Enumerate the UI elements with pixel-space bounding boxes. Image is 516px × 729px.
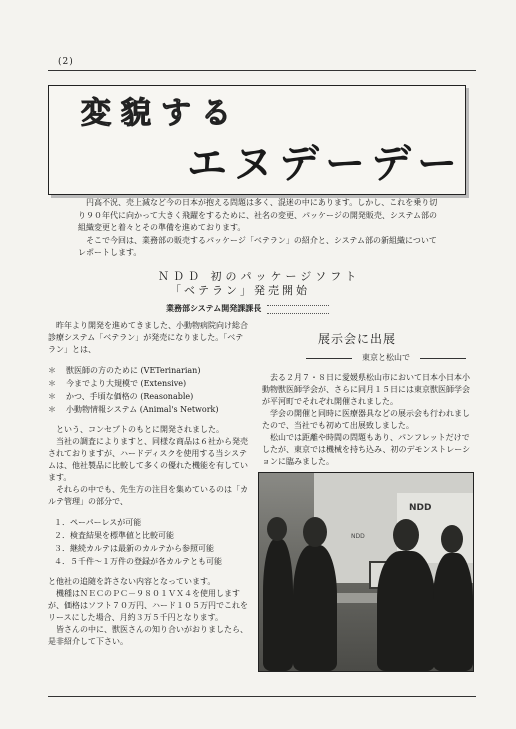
exhibition-subheading-text: 東京と松山で <box>362 353 410 362</box>
feature-text: 獣医師の方のために (VETerinarian) <box>66 366 201 375</box>
title-line-1: 変貌する <box>81 96 241 131</box>
title-box <box>48 85 466 195</box>
asterisk-icon: ＊ <box>48 392 56 401</box>
left-paragraph: 昨年より開発を進めてきました、小動物病院向け総合診療システム「ベテラン」が発売になりました。「ベテラン」とは、 <box>48 321 248 354</box>
left-paragraph: それらの中でも、先生方の注目を集めているのは「カルテ管理」の部分で、 <box>48 485 248 506</box>
photo-person-head <box>303 517 327 547</box>
asterisk-icon: ＊ <box>48 366 56 375</box>
exhibition-photo <box>258 472 474 672</box>
right-paragraph: 松山では距離や時間の問題もあり、パンフレットだけでしたが、東京では機械を持ち込み、初のデモンストレーションに臨みました。 <box>262 433 471 466</box>
photo-person <box>377 551 435 671</box>
photo-person-head <box>441 525 463 553</box>
right-article <box>262 372 472 468</box>
left-paragraph: と他社の追随を許さない内容となっています。 <box>48 577 216 586</box>
left-paragraph: 機種はＮＥＣのＰＣ－９８０１ＶＸ４を使用しますが、価格はソフト７０万円、ハード１０５万円でこれをリースにした場合、月約３万５千円となります。 <box>48 589 248 622</box>
photo-person <box>263 539 293 671</box>
feature-text: 小動物情報システム (Animal's Network) <box>66 405 219 414</box>
exhibition-heading: 展示会に出展 <box>318 332 397 346</box>
photo-booth-sign: NDD <box>409 503 432 513</box>
rule-dash <box>306 358 352 359</box>
left-article <box>48 320 248 648</box>
feature-item <box>48 377 248 390</box>
feature-item <box>48 390 248 403</box>
left-paragraph: という、コンセプトのもとに開発されました。 <box>56 425 224 434</box>
byline <box>166 303 329 314</box>
right-paragraph: 去る２月７・８日に愛媛県松山市において日本小日本小動物獣医師学会が、さらに同月１５日には東京獣医師学会が平河町でそれぞれ開催されました。 <box>262 373 470 406</box>
feature-text: 今までより大規模で (Extensive) <box>66 379 187 388</box>
right-paragraph: 学会の開催と同時に医療器具などの展示会も行われましたので、当社でも初めて出展致しました。 <box>262 409 470 430</box>
karte-feature-item: ３．継続カルテは最新のカルテから参照可能 <box>54 544 214 553</box>
karte-feature-item: ２．検査結果を標準値と比較可能 <box>54 531 174 540</box>
asterisk-icon: ＊ <box>48 379 56 388</box>
intro-text <box>78 197 438 260</box>
photo-person <box>433 553 473 671</box>
title-line-2: エヌデーデー <box>187 141 463 187</box>
rule-dash <box>420 358 466 359</box>
asterisk-icon: ＊ <box>48 405 56 414</box>
page-number: (2) <box>58 57 74 67</box>
left-paragraph: 皆さんの中に、獣医さんの知り合いがおりましたら、是非紹介して下さい。 <box>48 625 248 646</box>
headline-line-2: 「ベテラン」発売開始 <box>170 284 310 297</box>
byline-title: 業務部システム開発課課長 <box>166 303 262 313</box>
bottom-rule <box>48 696 476 697</box>
exhibition-subheading <box>296 352 476 363</box>
feature-item <box>48 364 248 377</box>
photo-person-head <box>267 517 287 541</box>
top-rule <box>48 70 476 71</box>
feature-list <box>48 364 248 416</box>
photo-small-sign: NDD <box>351 533 365 540</box>
feature-item <box>48 403 248 416</box>
intro-paragraph: 円高不況、売上減など今の日本が抱える問題は多く、混迷の中にあります。しかし、これを乗り切り９０年代に向かって大きく飛躍をするために、社名の変更、パッケージの開発販売、システム部の組織変更と着々とその準備を進めております。 <box>78 198 438 232</box>
karte-feature-item: ４．５千件～１万件の登録が各カルテとも可能 <box>54 557 222 566</box>
feature-text: かつ、手頃な価格の (Reasonable) <box>66 392 194 401</box>
karte-feature-item: １．ペーパーレスが可能 <box>54 518 142 527</box>
photo-person <box>293 545 337 671</box>
karte-feature-list <box>48 516 248 568</box>
left-paragraph: 当社の調査によりますと、同様な商品は６社から発売されておりますが、ハードディスクを使用する当システムは、他社製品に比較して多くの優れた機能を有しています。 <box>48 437 248 482</box>
photo-person-head <box>393 519 419 551</box>
byline-name-signature <box>267 305 329 314</box>
intro-paragraph: そこで今回は、業務部の販売するパッケージ「ベテラン」の紹介と、システム部の新組織についてレポートします。 <box>78 235 437 257</box>
headline-line-1: ＮＤＤ 初のパッケージソフト <box>158 270 361 283</box>
